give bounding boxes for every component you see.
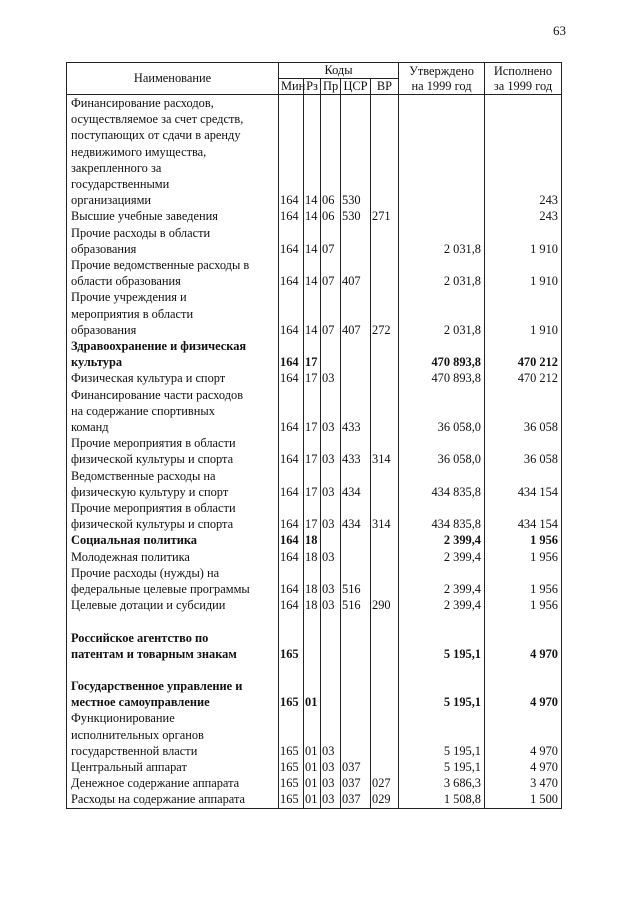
table-row [67, 759, 562, 775]
approved-cell: 470 893,8 [399, 370, 485, 386]
table-row [67, 678, 562, 710]
spacer-row [67, 614, 562, 630]
row-name-cell [67, 370, 279, 386]
row-name-cell [67, 289, 279, 338]
row-name-cell [67, 435, 279, 467]
executed-cell: 1 956 [485, 597, 562, 613]
header-csr: ЦСР [341, 79, 371, 95]
code-rz-cell: 18 [304, 532, 321, 548]
code-vr-cell [371, 549, 399, 565]
empty-cell [67, 614, 279, 630]
code-csr-cell [341, 710, 371, 759]
executed-cell: 243 [485, 95, 562, 209]
row-name-line: местное самоуправление [71, 695, 210, 710]
row-name-line: Финансирование расходов, [71, 96, 214, 110]
row-name-line: закрепленного за [71, 160, 162, 175]
code-pr-cell: 03 [321, 549, 341, 565]
code-min-cell: 165 [279, 791, 304, 808]
code-csr-cell: 037 [341, 791, 371, 808]
code-csr-cell [341, 678, 371, 710]
code-min-cell: 164 [279, 532, 304, 548]
code-rz-cell: 01 [304, 775, 321, 791]
code-rz-cell: 17 [304, 468, 321, 500]
code-csr-cell [341, 549, 371, 565]
header-approved [399, 63, 485, 95]
table-row [67, 289, 562, 338]
code-rz-cell: 14 [304, 95, 321, 209]
approved-cell: 5 195,1 [399, 678, 485, 710]
empty-cell [321, 662, 341, 678]
row-name-line: Функционирование [71, 711, 175, 726]
code-vr-cell [371, 678, 399, 710]
approved-cell: 2 399,4 [399, 532, 485, 548]
table-row [67, 775, 562, 791]
code-pr-cell: 06 [321, 208, 341, 224]
empty-cell [67, 662, 279, 678]
row-name-line: Молодежная политика [71, 549, 190, 564]
approved-cell: 2 399,4 [399, 565, 485, 597]
row-name-cell [67, 500, 279, 532]
code-csr-cell: 433 [341, 387, 371, 436]
empty-cell [279, 614, 304, 630]
row-name-cell [67, 257, 279, 289]
row-name-cell [67, 387, 279, 436]
row-name-line: команд [71, 420, 109, 435]
table-row [67, 630, 562, 662]
approved-cell: 470 893,8 [399, 338, 485, 370]
table-row [67, 597, 562, 613]
code-rz-cell: 18 [304, 597, 321, 613]
code-min-cell: 164 [279, 289, 304, 338]
row-name-cell [67, 468, 279, 500]
header-rz: Рз [304, 79, 321, 95]
row-name-line: Целевые дотации и субсидии [71, 598, 226, 613]
approved-cell: 5 195,1 [399, 710, 485, 759]
row-name-cell [67, 95, 279, 209]
code-csr-cell: 433 [341, 435, 371, 467]
executed-cell: 434 154 [485, 468, 562, 500]
header-pr: Пр [321, 79, 341, 95]
executed-cell: 4 970 [485, 678, 562, 710]
header-executed [485, 63, 562, 95]
code-vr-cell: 314 [371, 435, 399, 467]
header-executed-line-1: Исполнено [493, 63, 553, 78]
code-csr-cell [341, 532, 371, 548]
table-row [67, 532, 562, 548]
row-name-cell [67, 630, 279, 662]
executed-cell: 1 910 [485, 225, 562, 257]
approved-cell: 36 058,0 [399, 435, 485, 467]
executed-cell: 1 910 [485, 257, 562, 289]
code-vr-cell [371, 387, 399, 436]
code-rz-cell: 14 [304, 289, 321, 338]
row-name-line: образования [71, 241, 137, 256]
header-executed-line-2: за 1999 год [493, 78, 553, 93]
row-name-line: федеральные целевые программы [71, 582, 250, 597]
executed-cell: 470 212 [485, 338, 562, 370]
approved-cell [399, 208, 485, 224]
empty-cell [399, 662, 485, 678]
approved-cell: 36 058,0 [399, 387, 485, 436]
table-row [67, 95, 562, 209]
table-row [67, 549, 562, 565]
row-name-cell [67, 678, 279, 710]
executed-cell: 434 154 [485, 500, 562, 532]
row-name-line: Денежное содержание аппарата [71, 776, 240, 791]
table-row [67, 387, 562, 436]
row-name-line: Государственное управление и [71, 678, 243, 693]
executed-cell: 3 470 [485, 775, 562, 791]
code-pr-cell: 03 [321, 500, 341, 532]
code-csr-cell: 530 [341, 95, 371, 209]
row-name-line: физической культуры и спорта [71, 517, 234, 532]
row-name-line: организациями [71, 193, 152, 208]
row-name-line: на содержание спортивных [71, 403, 215, 418]
code-pr-cell: 03 [321, 565, 341, 597]
row-name-cell [67, 549, 279, 565]
code-min-cell: 165 [279, 678, 304, 710]
row-name-line: Высшие учебные заведения [71, 209, 218, 224]
table-row [67, 338, 562, 370]
row-name-line: государственной власти [71, 743, 198, 758]
code-vr-cell [371, 532, 399, 548]
executed-cell: 243 [485, 208, 562, 224]
code-rz-cell: 17 [304, 435, 321, 467]
row-name-line: поступающих от сдачи в аренду [71, 128, 241, 143]
row-name-line: Ведомственные расходы на [71, 468, 216, 483]
row-name-cell [67, 597, 279, 613]
code-min-cell: 164 [279, 338, 304, 370]
code-csr-cell [341, 338, 371, 370]
executed-cell: 36 058 [485, 387, 562, 436]
table-row [67, 257, 562, 289]
code-csr-cell [341, 630, 371, 662]
row-name-cell [67, 532, 279, 548]
row-name-line: Прочие мероприятия в области [71, 436, 236, 451]
code-pr-cell: 03 [321, 387, 341, 436]
code-rz-cell: 01 [304, 791, 321, 808]
code-min-cell: 165 [279, 775, 304, 791]
row-name-line: исполнительных органов [71, 727, 204, 742]
empty-cell [304, 662, 321, 678]
code-csr-cell: 407 [341, 257, 371, 289]
code-pr-cell [321, 678, 341, 710]
code-pr-cell: 07 [321, 225, 341, 257]
row-name-line: недвижимого имущества, [71, 144, 207, 159]
executed-cell: 1 956 [485, 549, 562, 565]
code-min-cell: 164 [279, 208, 304, 224]
code-rz-cell: 18 [304, 549, 321, 565]
empty-cell [371, 614, 399, 630]
code-pr-cell [321, 532, 341, 548]
row-name-cell [67, 775, 279, 791]
empty-cell [341, 614, 371, 630]
code-rz-cell: 17 [304, 338, 321, 370]
header-approved-line-1: Утверждено [409, 63, 474, 78]
code-vr-cell: 272 [371, 289, 399, 338]
approved-cell: 2 399,4 [399, 549, 485, 565]
row-name-cell [67, 565, 279, 597]
approved-cell: 2 031,8 [399, 225, 485, 257]
code-min-cell: 164 [279, 225, 304, 257]
code-rz-cell: 17 [304, 387, 321, 436]
code-pr-cell [321, 630, 341, 662]
code-csr-cell: 434 [341, 468, 371, 500]
code-csr-cell: 516 [341, 597, 371, 613]
code-vr-cell [371, 95, 399, 209]
code-min-cell: 164 [279, 370, 304, 386]
code-csr-cell: 407 [341, 289, 371, 338]
table-body [67, 95, 562, 809]
code-vr-cell: 290 [371, 597, 399, 613]
code-rz-cell [304, 630, 321, 662]
code-vr-cell [371, 370, 399, 386]
code-pr-cell: 03 [321, 597, 341, 613]
code-vr-cell [371, 710, 399, 759]
executed-cell: 4 970 [485, 710, 562, 759]
table-row [67, 225, 562, 257]
table-row [67, 791, 562, 808]
code-pr-cell: 07 [321, 257, 341, 289]
empty-cell [321, 614, 341, 630]
approved-cell: 1 508,8 [399, 791, 485, 808]
code-min-cell: 164 [279, 387, 304, 436]
row-name-line: культура [71, 355, 123, 370]
code-min-cell: 165 [279, 710, 304, 759]
approved-cell: 3 686,3 [399, 775, 485, 791]
row-name-line: физическую культуру и спорт [71, 484, 229, 499]
code-min-cell: 165 [279, 759, 304, 775]
code-pr-cell: 03 [321, 468, 341, 500]
table-row [67, 565, 562, 597]
code-vr-cell [371, 630, 399, 662]
code-pr-cell: 03 [321, 791, 341, 808]
table-row [67, 710, 562, 759]
approved-cell: 434 835,8 [399, 468, 485, 500]
table-row [67, 468, 562, 500]
row-name-line: Прочие мероприятия в области [71, 501, 236, 516]
row-name-line: образования [71, 322, 137, 337]
table-row [67, 500, 562, 532]
code-min-cell: 164 [279, 95, 304, 209]
code-min-cell: 164 [279, 597, 304, 613]
code-pr-cell [321, 338, 341, 370]
code-rz-cell: 14 [304, 225, 321, 257]
row-name-line: Прочие расходы в области [71, 225, 211, 240]
code-rz-cell: 14 [304, 208, 321, 224]
header-codes: Коды [279, 63, 399, 79]
executed-cell: 1 910 [485, 289, 562, 338]
code-min-cell: 164 [279, 257, 304, 289]
code-csr-cell: 037 [341, 775, 371, 791]
row-name-line: физической культуры и спорта [71, 452, 234, 467]
header-min: Мин [279, 79, 304, 95]
approved-cell: 5 195,1 [399, 759, 485, 775]
row-name-cell [67, 710, 279, 759]
code-rz-cell: 18 [304, 565, 321, 597]
code-vr-cell: 314 [371, 500, 399, 532]
approved-cell: 2 031,8 [399, 257, 485, 289]
row-name-cell [67, 208, 279, 224]
code-rz-cell: 01 [304, 710, 321, 759]
header-vr: ВР [371, 79, 399, 95]
code-csr-cell: 530 [341, 208, 371, 224]
spacer-row [67, 662, 562, 678]
code-rz-cell: 01 [304, 678, 321, 710]
row-name-line: государственными [71, 177, 170, 192]
code-vr-cell: 029 [371, 791, 399, 808]
row-name-cell [67, 759, 279, 775]
executed-cell: 1 500 [485, 791, 562, 808]
approved-cell: 2 031,8 [399, 289, 485, 338]
table-row [67, 370, 562, 386]
row-name-line: Физическая культура и спорт [71, 371, 226, 386]
budget-table [66, 62, 562, 809]
code-vr-cell [371, 338, 399, 370]
empty-cell [485, 662, 562, 678]
executed-cell: 4 970 [485, 759, 562, 775]
row-name-line: области образования [71, 274, 181, 289]
approved-cell: 5 195,1 [399, 630, 485, 662]
code-csr-cell [341, 225, 371, 257]
row-name-line: Российское агентство по [71, 630, 209, 645]
row-name-line: Центральный аппарат [71, 759, 187, 774]
code-vr-cell: 271 [371, 208, 399, 224]
code-vr-cell: 027 [371, 775, 399, 791]
code-rz-cell: 01 [304, 759, 321, 775]
empty-cell [279, 662, 304, 678]
empty-cell [371, 662, 399, 678]
code-rz-cell: 14 [304, 257, 321, 289]
header-approved-line-2: на 1999 год [411, 78, 472, 93]
code-min-cell: 164 [279, 500, 304, 532]
code-vr-cell [371, 565, 399, 597]
code-rz-cell: 17 [304, 370, 321, 386]
row-name-line: патентам и товарным знакам [71, 646, 237, 661]
code-min-cell: 164 [279, 565, 304, 597]
code-min-cell: 164 [279, 549, 304, 565]
row-name-cell [67, 791, 279, 808]
row-name-line: Прочие расходы (нужды) на [71, 565, 220, 580]
executed-cell: 4 970 [485, 630, 562, 662]
code-min-cell: 164 [279, 435, 304, 467]
row-name-cell [67, 225, 279, 257]
code-csr-cell: 516 [341, 565, 371, 597]
executed-cell: 1 956 [485, 532, 562, 548]
code-vr-cell [371, 257, 399, 289]
approved-cell: 2 399,4 [399, 597, 485, 613]
code-pr-cell: 03 [321, 710, 341, 759]
code-pr-cell: 07 [321, 289, 341, 338]
code-pr-cell: 03 [321, 775, 341, 791]
code-min-cell: 164 [279, 468, 304, 500]
code-pr-cell: 03 [321, 759, 341, 775]
executed-cell: 470 212 [485, 370, 562, 386]
row-name-line: Социальная политика [71, 533, 197, 548]
code-rz-cell: 17 [304, 500, 321, 532]
row-name-line: Здравоохранение и физическая [71, 339, 247, 354]
row-name-cell [67, 338, 279, 370]
empty-cell [341, 662, 371, 678]
approved-cell: 434 835,8 [399, 500, 485, 532]
code-pr-cell: 03 [321, 435, 341, 467]
row-name-line: Расходы на содержание аппарата [71, 792, 246, 807]
empty-cell [399, 614, 485, 630]
code-pr-cell: 03 [321, 370, 341, 386]
row-name-line: Прочие учреждения и [71, 290, 187, 305]
row-name-line: Прочие ведомственные расходы в [71, 258, 250, 273]
page-number: 63 [553, 23, 566, 38]
header-name: Наименование [67, 63, 279, 95]
code-csr-cell [341, 370, 371, 386]
code-vr-cell [371, 468, 399, 500]
row-name-line: Финансирование части расходов [71, 387, 244, 402]
executed-cell: 36 058 [485, 435, 562, 467]
code-min-cell: 165 [279, 630, 304, 662]
table-row [67, 435, 562, 467]
table-row [67, 208, 562, 224]
empty-cell [485, 614, 562, 630]
approved-cell [399, 95, 485, 209]
code-vr-cell [371, 225, 399, 257]
code-csr-cell: 037 [341, 759, 371, 775]
code-csr-cell: 434 [341, 500, 371, 532]
code-pr-cell: 06 [321, 95, 341, 209]
code-vr-cell [371, 759, 399, 775]
row-name-line: осуществляемое за счет средств, [71, 112, 244, 127]
row-name-line: мероприятия в области [71, 306, 194, 321]
empty-cell [304, 614, 321, 630]
executed-cell: 1 956 [485, 565, 562, 597]
